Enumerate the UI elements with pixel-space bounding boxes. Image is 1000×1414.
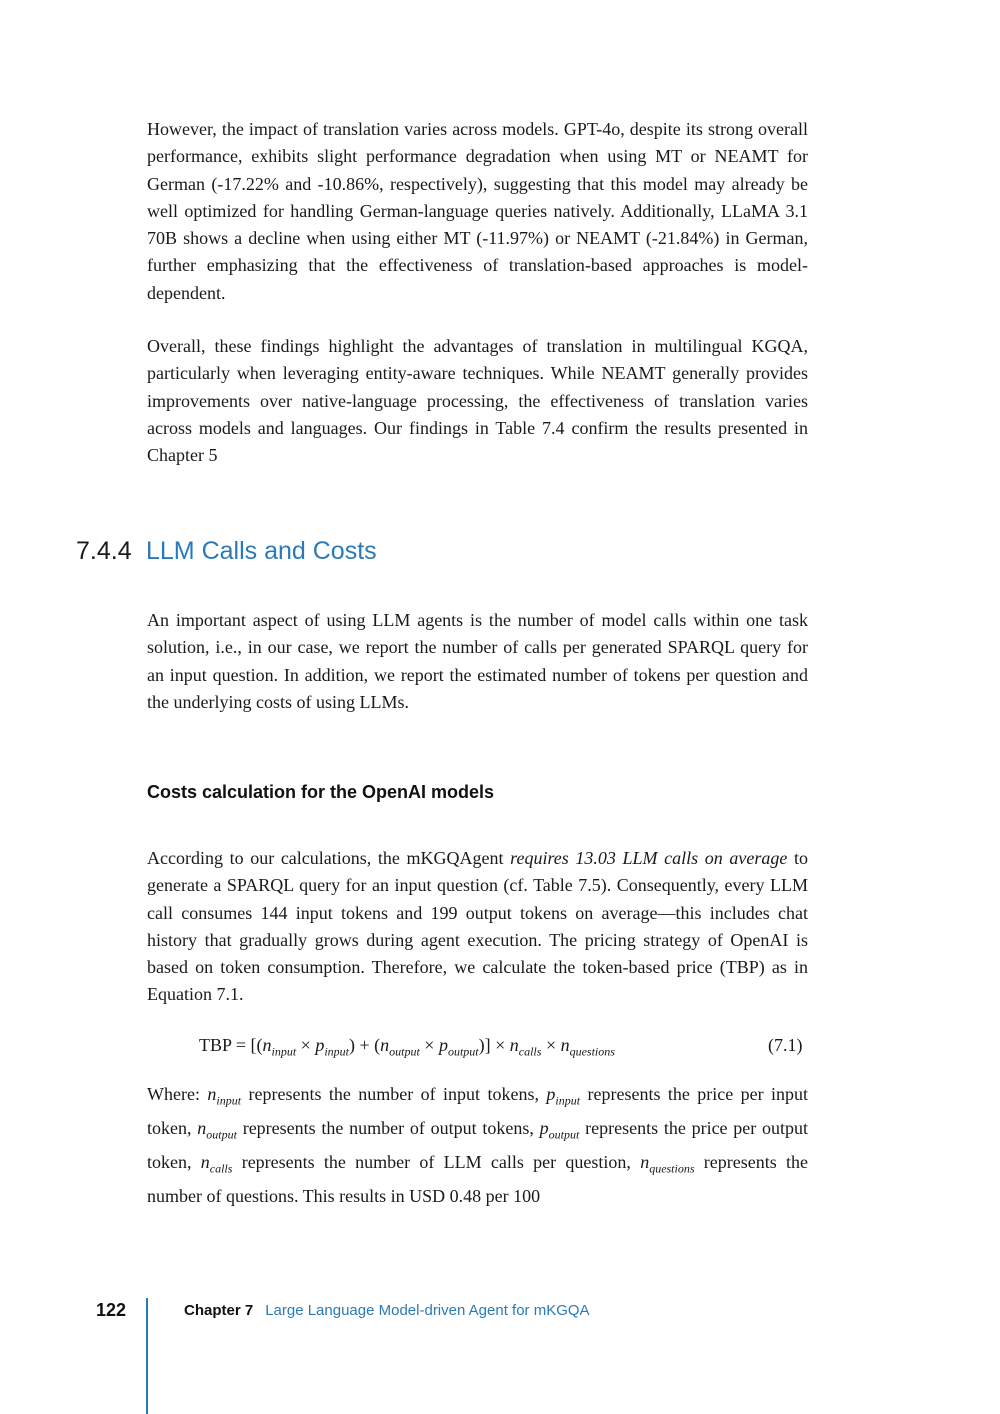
var-n-questions: $n_{questions}$ (640, 1151, 695, 1176)
sub-output: output (447, 1044, 479, 1059)
var-p-input: $p_{input}$ (546, 1084, 581, 1108)
section-title: LLM Calls and Costs (146, 537, 377, 565)
paragraph-findings-summary: Overall, these findings highlight the advantages of translation in multilingual KGQA, particularly when leveraging entity-aware techniques. While NEAMT generally provides improvements over native-language processing, the effectiveness of translation varies across models and languages. Our findings in Table 7.4 confirm the results presented in Chapter 5 (147, 336, 808, 466)
equation-number: (7.1) (768, 1035, 803, 1055)
footer-divider (146, 1298, 148, 1414)
sub-calls: calls (518, 1044, 542, 1059)
paragraph-llm-calls-intro: An important aspect of using LLM agents is the number of model calls within one task solution, i.e., in our case, we report the number of calls per generated SPARQL query for an input question. In addition, we report the estimated number of tokens per question and the underlying costs of using LLMs. (147, 610, 808, 712)
var-n: n (509, 1035, 519, 1055)
equation-tbp: TBP = $[(n_{input} \times p_{input}) + (n_{output} \times p_{output})] \times n_{calls} \times n_{questions}$ (199, 1035, 615, 1059)
subheading-costs-calculation: Costs calculation for the OpenAI models (147, 782, 495, 802)
var-n: n (560, 1035, 570, 1055)
def-n-output: represents the number of output tokens, (242, 1117, 534, 1138)
section-number: 7.4.4 (76, 537, 132, 565)
equation-lhs: TBP (199, 1035, 232, 1055)
section-heading (76, 534, 377, 568)
var-n: n (380, 1035, 390, 1055)
var-p: p (438, 1035, 448, 1055)
var-n: n (262, 1035, 272, 1055)
def-n-input: represents the number of input tokens, (248, 1084, 539, 1104)
where-label: Where: (147, 1084, 200, 1104)
footer-chapter-title: Large Language Model-driven Agent for mKGQA (265, 1302, 590, 1319)
def-p-input: represents the price per input token, (147, 1084, 809, 1138)
def-n-calls: represents the number of LLM calls per question, (241, 1151, 631, 1172)
var-n-input: $n_{input}$ (207, 1084, 242, 1108)
sub-input: input (271, 1044, 297, 1059)
paragraph-calculations (147, 845, 808, 1009)
sub-output: output (389, 1044, 420, 1059)
var-n-output: $n_{output}$ (197, 1117, 237, 1142)
p4-emphasis: requires 13.03 LLM calls on average (510, 848, 788, 868)
def-n-questions: represents the number of questions. This results in USD 0.48 per 100 (147, 1151, 809, 1206)
def-p-output: represents the price per output token, (147, 1117, 809, 1172)
p4-text-end: to generate a SPARQL query for an input question (cf. Table 7.5). Consequently, every LLM call consumes 144 input tokens and 199 output tokens on average—this includes chat history that gradually grows during agent execution. The pricing strategy of OpenAI is based on token consumption. Therefore, we calculate the token-based price (TBP) as in Equation 7.1. (147, 848, 808, 1005)
p4-text-start: According to our calculations, the mKGQAgent (147, 848, 511, 868)
footer-chapter (184, 1300, 590, 1322)
var-p-output: $p_{output}$ (539, 1117, 580, 1142)
paragraph-where-definitions (147, 1081, 808, 1210)
paragraph-translation-impact: However, the impact of translation varies across models. GPT-4o, despite its strong overall performance, exhibits slight performance degradation when using MT or NEAMT for German (-17.22% and -10.86%, respectively), suggesting that this model may already be well optimized for handling German-language queries natively. Additionally, LLaMA 3.1 70B shows a decline when using either MT (-11.97%) or NEAMT (-21.84%) in German, further emphasizing that the effectiveness of translation-based approaches is model-dependent. (147, 119, 808, 303)
page-number: 122 (96, 1300, 127, 1320)
footer-chapter-label: Chapter 7 (184, 1302, 254, 1319)
var-p: p (315, 1035, 325, 1055)
sub-questions: questions (569, 1044, 615, 1059)
sub-input: input (324, 1044, 349, 1059)
var-n-calls: $n_{calls}$ (200, 1151, 233, 1176)
